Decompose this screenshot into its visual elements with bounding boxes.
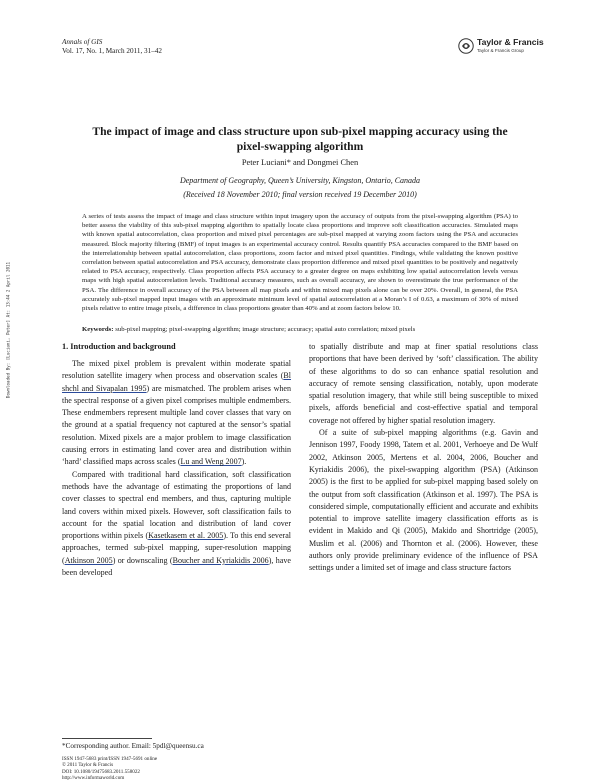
right-paragraph-1: to spatially distribute and map at finer spatial resolutions class proportions that have been derived by ‘soft’ classification. The ability of these algorithms to do so can enhance spatial resolution and accuracy of remote sensing classification, notably, upon moderate spatial resolution imagery, that while still being susceptible to mixed pixels, affords beneficial and cost-effective spatial and temporal coverage not offered by higher spatial resolution imagery. <box>309 342 538 425</box>
journal-name: Annals of GIS <box>62 38 103 46</box>
received-dates: (Received 18 November 2010; final version received 19 December 2010) <box>183 190 417 199</box>
keywords-label: Keywords: <box>82 326 114 333</box>
footer-doi: DOI: 10.1080/19475683.2011.558022 <box>62 768 140 775</box>
publication-footer <box>62 756 157 781</box>
left-paragraph-1: The mixed pixel problem is prevalent within moderate spatial resolution satellite imagery when process and observation scales (Bl shchl and Sivapalan 1995) are mismatched. The problem arises when the spectral response of a given pixel comprises multiple endmembers. These endmembers represent multiple land cover classes that vary on the ground at a spatial frequency not captured at the sensor’s spatial resolution. Mixed pixels are a major problem to image classification causing errors in estimating land cover area and distribution within ‘hard’ classified maps across scales (Lu and Weng 2007). <box>62 359 291 467</box>
author-affiliation: Department of Geography, Queen’s University, Kingston, Ontario, Canada <box>179 176 421 185</box>
right-column <box>309 341 538 575</box>
citation-link[interactable]: Boucher and Kyriakidis 2006 <box>172 555 269 565</box>
journal-citation: Vol. 17, No. 1, March 2011, 31–42 <box>62 47 163 55</box>
footnote-rule <box>62 738 152 739</box>
right-paragraph-2: Of a suite of sub-pixel mapping algorithms (e.g. Gavin and Jennison 1997, Foody 1998, Tatem et al. 2001, Verhoeye and De Wulf 2002, Atkinson 2005, Mertens et al. 2004, 2006, Boucher and Kyriakidis 2006), the pixel-swapping algorithm (PSA) (Atkinson 2005) is the first to be applied for sub-pixel mapping based solely on the output from soft classification (Atkinson et al. 1997). The PSA is considered simple, computationally efficient and accurate and exhibits potential to improve satellite imagery classification efforts as is evident in Makido and Qi (2005), Makido and Shortridge (2005), Muslim et al. (2006) and Thornton et al. (2006). However, these authors only provide preliminary evidence of the influence of PSA settings under a limited set of image and class structure factors <box>309 428 538 573</box>
article-title: The impact of image and class structure upon sub-pixel mapping accuracy using the pixel-swapping algorithm <box>92 125 508 153</box>
download-stamp <box>3 261 13 399</box>
publisher-name: Taylor & Francis <box>477 37 544 47</box>
abstract: A series of tests assess the impact of image and class structure within input imagery upon the accuracy of outputs from the pixel-swapping algorithm (PSA) to better assess the viability of this sub-pixel mapping algorithm to spatially locate class proportions and improve soft classification accuracies. Simulated maps with known spatial autocorrelation, class proportion and mixed pixel percentages are sub-pixel mapped at varying zoom factors using the PSA and accuracies measured. Block majority filtering (BMF) of input images is an experimental accuracy control. Results quantify PSA accuracies compared to the BMF based on the interrelationship between spatial autocorrelation, class proportions, zoom factor and mixed pixel quantities. Findings, while validating the known positive correlation between spatial autocorrelation and PSA accuracy, demonstrate class proportion difference and mixed pixel quantities to be positively and negatively related to PSA accuracy, respectively. Class proportion affects PSA accuracy to a greater degree on maps exhibiting low spatial autocorrelation levels versus maps with high spatial autocorrelation levels. Traditional accuracy measures, such as overall accuracy, are shown to overestimate the true performance of the PSA. The difference in overall accuracy of the PSA between all map pixels and within mixed map pixels alone can be over 20%. Overall, in general, the PSA accurately sub-pixel mapped input images with an approximate minimum level of spatial autocorrelation at a Moran’s I of 0.63, a maximum of 30% of mixed pixels relative to entire image pixels, a difference in class proportions greater than 40% and at zoom factors below 10. <box>82 213 518 313</box>
citation-link[interactable]: Atkinson 2005 <box>64 555 113 565</box>
download-stamp-text: Downloaded By: [Luciani, Peter] At: 13:44 2 April 2011 <box>5 261 11 399</box>
citation-link[interactable]: Bl shchl and Sivapalan 1995 <box>62 371 291 393</box>
correspondence-note: *Corresponding author. Email: 5pdl@queensu.ca <box>62 742 204 750</box>
section-heading: 1. Introduction and background <box>62 342 176 351</box>
footer-issn: ISSN 1947-5683 print/ISSN 1947-5691 online <box>62 756 158 762</box>
left-paragraph-2: Compared with traditional hard classification, soft classification methods have the advantage of estimating the proportions of land cover classes to spectral end members, and thus, capturing multiple land covers within mixed pixels. However, soft classification fails to account for the spatial location and distribution of land cover proportions within pixels (Kasetkasem et al. 2005). To this end several approaches, termed sub-pixel mapping, super-resolution mapping (Atkinson 2005) or downscaling (Boucher and Kyriakidis 2006), have been developed <box>62 469 292 578</box>
publisher-logo <box>458 36 550 60</box>
article-authors: Peter Luciani* and Dongmei Chen <box>241 158 359 167</box>
left-column <box>62 341 291 579</box>
journal-header <box>62 38 162 56</box>
footer-copyright: © 2011 Taylor & Francis <box>62 762 114 769</box>
keywords <box>82 325 518 334</box>
footer-url[interactable]: http://www.informaworld.com <box>62 774 125 781</box>
publisher-group: Taylor & Francis Group <box>477 48 524 53</box>
publisher-logo-icon <box>458 38 474 54</box>
keywords-text: sub-pixel mapping; pixel-swapping algorithm; image structure; accuracy; spatial auto correlation; mixed pixels <box>115 326 416 333</box>
citation-link[interactable]: Lu and Weng 2007 <box>180 457 242 467</box>
citation-link[interactable]: Kasetkasem et al. 2005 <box>148 531 224 541</box>
